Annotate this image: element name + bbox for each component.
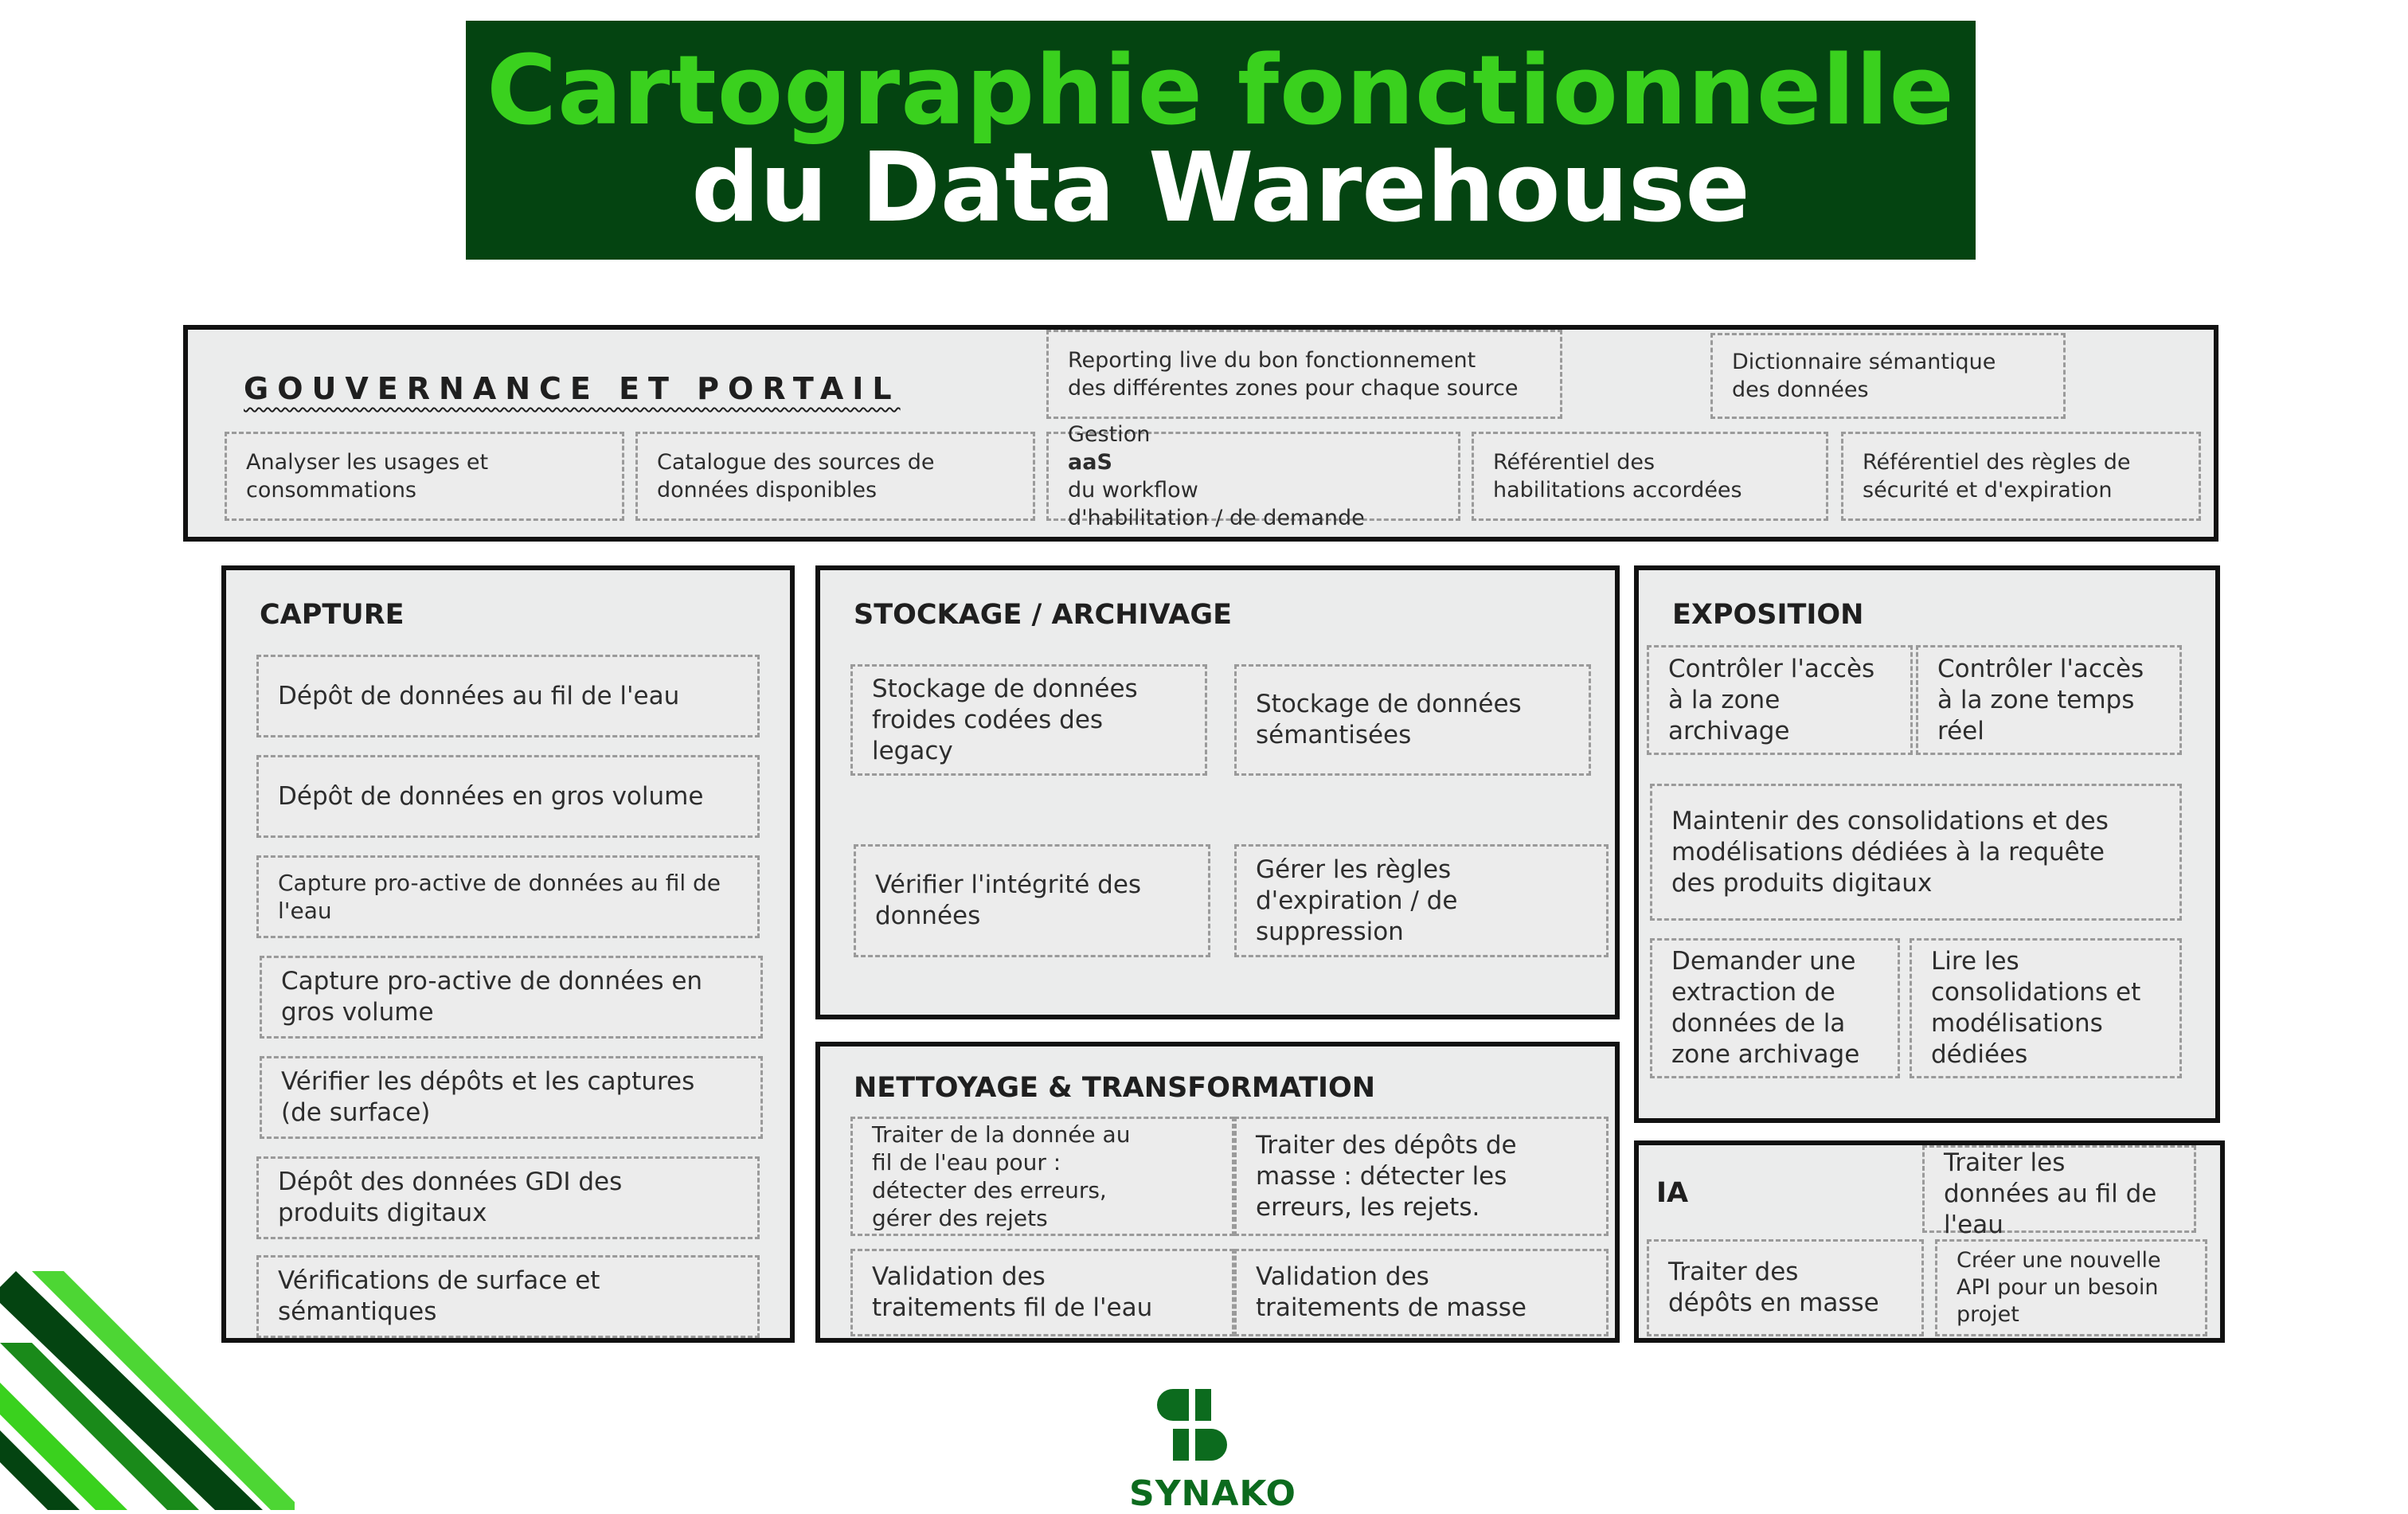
gov-item-dictionnaire-semantique: Dictionnaire sémantique des données	[1710, 333, 2066, 419]
nettoyage-item-validation-masse: Validation des traitements de masse	[1234, 1249, 1609, 1336]
ia-panel	[1634, 1140, 2225, 1343]
gov-item-gestion-workflow: Gestion aaS du workflow d'habilitation / de demande	[1046, 432, 1460, 521]
gov-item-reporting-live: Reporting live du bon fonctionnement des différentes zones pour chaque source	[1046, 330, 1562, 419]
exposition-item-lire-consolidations: Lire les consolidations et modélisations dédiées	[1910, 938, 2182, 1078]
capture-panel	[221, 565, 795, 1343]
ia-title: IA	[1656, 1177, 1689, 1209]
stockage-item-regles-expiration: Gérer les règles d'expiration / de suppression	[1234, 844, 1609, 957]
ia-item-creer-api: Créer une nouvelle API pour un besoin projet	[1935, 1239, 2207, 1336]
ia-item-traiter-depots-masse: Traiter des dépôts en masse	[1647, 1239, 1924, 1336]
stockage-panel	[815, 565, 1620, 1019]
nettoyage-title: NETTOYAGE & TRANSFORMATION	[854, 1072, 1376, 1104]
capture-item-depot-gros-volume: Dépôt de données en gros volume	[256, 755, 760, 838]
synako-logo-icon	[1157, 1386, 1229, 1465]
capture-item-capture-pro-active-gros-volume: Capture pro-active de données en gros volume	[260, 956, 763, 1039]
nettoyage-panel	[815, 1042, 1620, 1343]
capture-title: CAPTURE	[260, 599, 405, 631]
capture-item-depot-fil-eau: Dépôt de données au fil de l'eau	[256, 655, 760, 737]
nettoyage-item-traiter-fil-eau: Traiter de la donnée au fil de l'eau pour : détecter des erreurs, gérer des rejets	[850, 1117, 1234, 1236]
capture-item-verifications-surface: Vérifications de surface et sémantiques	[256, 1255, 760, 1338]
capture-item-verifier-depots: Vérifier les dépôts et les captures (de surface)	[260, 1056, 763, 1139]
stockage-item-verifier-integrite: Vérifier l'intégrité des données	[854, 844, 1210, 957]
stockage-title: STOCKAGE / ARCHIVAGE	[854, 599, 1232, 631]
gouvernance-panel	[183, 325, 2218, 542]
title-banner	[466, 21, 1976, 260]
gov-item-referentiel-habilitations: Référentiel des habilitations accordées	[1472, 432, 1828, 521]
exposition-item-demander-extraction: Demander une extraction de données de la zone archivage	[1650, 938, 1900, 1078]
ia-item-traiter-fil-eau: Traiter les données au fil de l'eau	[1922, 1145, 2196, 1233]
gov-item-analyser-usages: Analyser les usages et consommations	[225, 432, 624, 521]
synako-logo	[1129, 1386, 1296, 1514]
gouvernance-title: GOUVERNANCE ET PORTAIL	[244, 371, 901, 406]
gov-item-catalogue-sources: Catalogue des sources de données disponibles	[635, 432, 1035, 521]
stockage-item-donnees-froides: Stockage de données froides codées des legacy	[850, 664, 1207, 776]
title-line-1: Cartographie fonctionnelle	[487, 36, 1955, 147]
nettoyage-item-validation-fil-eau: Validation des traitements fil de l'eau	[850, 1249, 1234, 1336]
exposition-panel	[1634, 565, 2220, 1123]
decorative-stripes	[0, 1271, 295, 1510]
nettoyage-item-traiter-depots-masse: Traiter des dépôts de masse : détecter les erreurs, les rejets.	[1234, 1117, 1609, 1236]
capture-item-depot-gdi: Dépôt des données GDI des produits digitaux	[256, 1156, 760, 1239]
exposition-item-acces-archivage: Contrôler l'accès à la zone archivage	[1647, 645, 1913, 755]
synako-logo-text: SYNAKO	[1129, 1473, 1296, 1514]
stockage-item-donnees-semantisees: Stockage de données sémantisées	[1234, 664, 1591, 776]
exposition-item-maintenir-consolidations: Maintenir des consolidations et des modélisations dédiées à la requête des produits digitaux	[1650, 784, 2182, 921]
exposition-item-acces-temps-reel: Contrôler l'accès à la zone temps réel	[1916, 645, 2182, 755]
capture-item-capture-pro-active-fil-eau: Capture pro-active de données au fil de l'eau	[256, 855, 760, 938]
exposition-title: EXPOSITION	[1672, 599, 1864, 631]
title-line-2: du Data Warehouse	[691, 133, 1750, 244]
gov-item-referentiel-securite: Référentiel des règles de sécurité et d'expiration	[1841, 432, 2201, 521]
